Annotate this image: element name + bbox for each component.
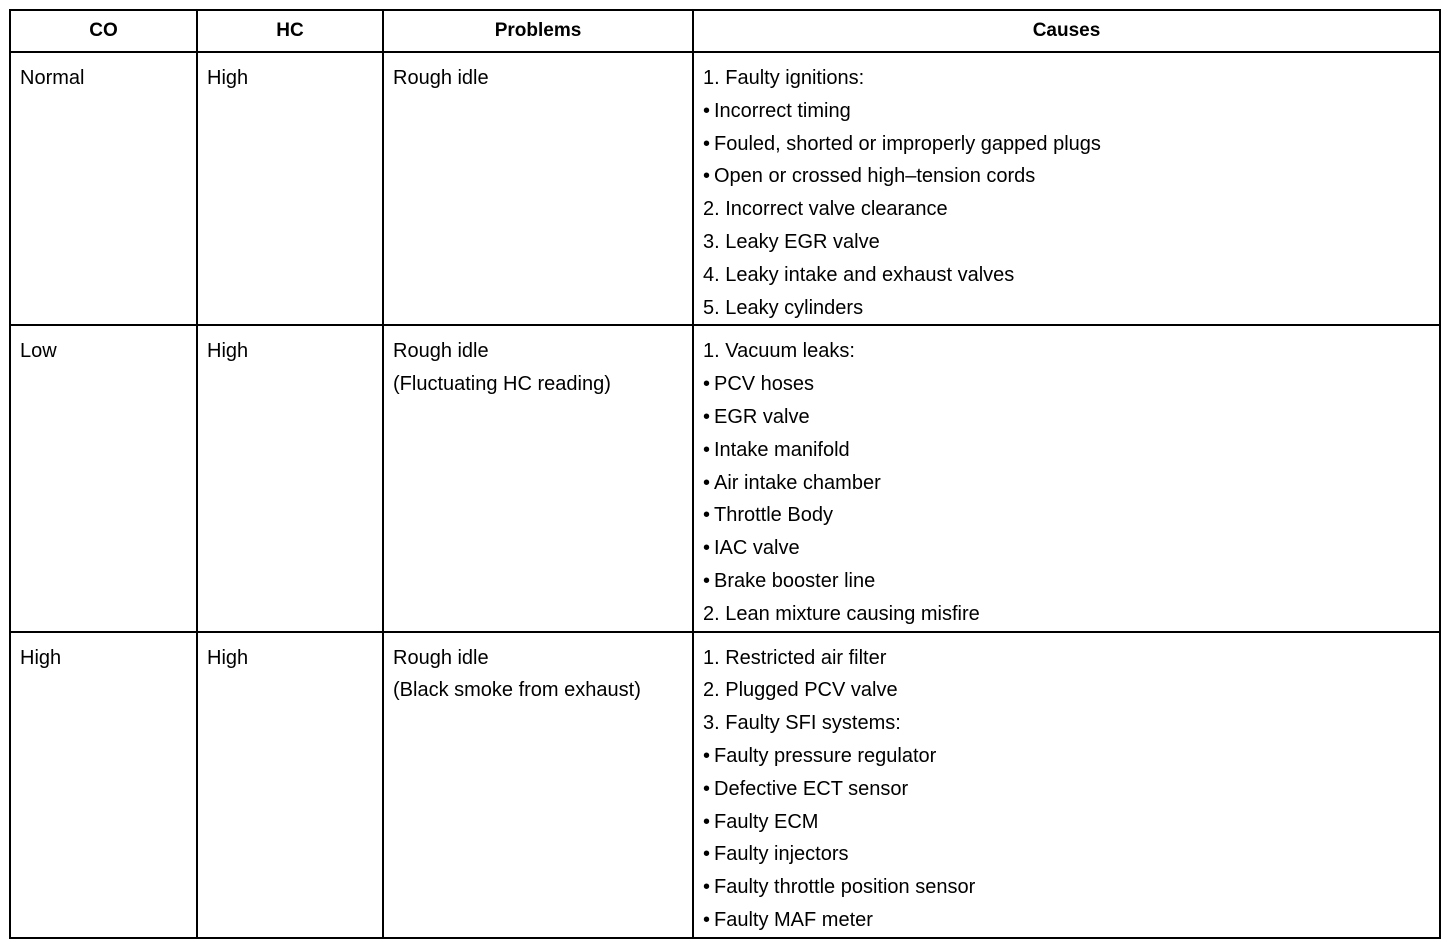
cause-text: 1. Restricted air filter bbox=[703, 646, 887, 669]
cause-numbered-item bbox=[703, 62, 1439, 95]
cause-text: Fouled, shorted or improperly gapped plugs bbox=[714, 132, 1101, 155]
cause-numbered-item bbox=[703, 193, 1439, 226]
bullet-icon: • bbox=[703, 843, 711, 866]
bullet-icon: • bbox=[703, 405, 711, 428]
cause-text: 4. Leaky intake and exhaust valves bbox=[703, 263, 1015, 286]
cell-causes bbox=[693, 325, 1440, 631]
cause-bullet-item bbox=[703, 434, 1439, 467]
cause-text: PCV hoses bbox=[714, 373, 815, 396]
bullet-icon: • bbox=[703, 569, 711, 592]
table-row bbox=[10, 632, 1440, 938]
header-co: CO bbox=[10, 10, 197, 52]
cause-text: 2. Lean mixture causing misfire bbox=[703, 602, 980, 625]
diagnosis-table bbox=[9, 9, 1441, 939]
cell-co bbox=[10, 325, 197, 631]
bullet-icon: • bbox=[703, 438, 711, 461]
cause-bullet-item bbox=[703, 401, 1439, 434]
cause-text: 2. Incorrect valve clearance bbox=[703, 198, 948, 221]
bullet-icon: • bbox=[703, 165, 711, 188]
cause-bullet-item bbox=[703, 160, 1439, 193]
problems-list bbox=[393, 633, 692, 708]
cause-text: Faulty MAF meter bbox=[714, 908, 873, 931]
bullet-icon: • bbox=[703, 132, 711, 155]
cause-bullet-item bbox=[703, 128, 1439, 161]
cause-text: IAC valve bbox=[714, 537, 800, 560]
header-problems: Problems bbox=[383, 10, 693, 52]
header-causes: Causes bbox=[693, 10, 1440, 52]
problem-line: Rough idle bbox=[393, 646, 489, 669]
cause-bullet-item bbox=[703, 368, 1439, 401]
cause-bullet-item bbox=[703, 871, 1439, 904]
bullet-icon: • bbox=[703, 810, 711, 833]
bullet-icon: • bbox=[703, 99, 711, 122]
cell-hc bbox=[197, 52, 383, 325]
cause-text: Faulty injectors bbox=[714, 843, 849, 866]
bullet-icon: • bbox=[703, 908, 711, 931]
cell-problems bbox=[383, 52, 693, 325]
cell-problems bbox=[383, 632, 693, 938]
cause-text: 3. Faulty SFI systems: bbox=[703, 712, 901, 735]
problem-line: Rough idle bbox=[393, 340, 489, 363]
cell-hc bbox=[197, 632, 383, 938]
cause-text: Throttle Body bbox=[714, 504, 833, 527]
cause-bullet-item bbox=[703, 499, 1439, 532]
causes-list bbox=[703, 326, 1439, 630]
co-value: Low bbox=[20, 340, 57, 363]
cell-problems bbox=[383, 325, 693, 631]
table-row bbox=[10, 325, 1440, 631]
cause-bullet-item bbox=[703, 838, 1439, 871]
cause-text: 1. Faulty ignitions: bbox=[703, 67, 865, 89]
problems-list bbox=[393, 326, 692, 401]
bullet-icon: • bbox=[703, 504, 711, 527]
cause-numbered-item bbox=[703, 598, 1439, 631]
cause-numbered-item bbox=[703, 707, 1439, 740]
cause-numbered-item bbox=[703, 642, 1439, 675]
cause-bullet-item bbox=[703, 467, 1439, 500]
hc-value: High bbox=[207, 646, 249, 669]
cause-text: Faulty throttle position sensor bbox=[714, 876, 976, 899]
cause-bullet-item bbox=[703, 532, 1439, 565]
table-body bbox=[10, 52, 1440, 938]
cause-text: Brake booster line bbox=[714, 569, 876, 592]
cause-text: Faulty ECM bbox=[714, 810, 819, 833]
cause-numbered-item bbox=[703, 335, 1439, 368]
cause-bullet-item bbox=[703, 565, 1439, 598]
cause-bullet-item bbox=[703, 773, 1439, 806]
cell-causes bbox=[693, 632, 1440, 938]
problem-line: (Fluctuating HC reading) bbox=[393, 373, 611, 396]
causes-list bbox=[703, 633, 1439, 937]
cell-co bbox=[10, 632, 197, 938]
bullet-icon: • bbox=[703, 471, 711, 494]
cause-bullet-item bbox=[703, 740, 1439, 773]
header-hc: HC bbox=[197, 10, 383, 52]
table-row bbox=[10, 52, 1440, 325]
cause-text: Faulty pressure regulator bbox=[714, 744, 937, 767]
problem-line: (Black smoke from exhaust) bbox=[393, 679, 641, 702]
cause-bullet-item bbox=[703, 95, 1439, 128]
cause-text: 1. Vacuum leaks: bbox=[703, 340, 855, 363]
causes-list bbox=[703, 53, 1439, 324]
cause-bullet-item bbox=[703, 806, 1439, 839]
cell-co bbox=[10, 52, 197, 325]
cause-numbered-item bbox=[703, 674, 1439, 707]
problems-list bbox=[393, 53, 692, 95]
header-row bbox=[10, 10, 1440, 52]
bullet-icon: • bbox=[703, 373, 711, 396]
bullet-icon: • bbox=[703, 777, 711, 800]
bullet-icon: • bbox=[703, 537, 711, 560]
cause-numbered-item bbox=[703, 226, 1439, 259]
co-value: Normal bbox=[20, 67, 85, 89]
cause-text: Open or crossed high–tension cords bbox=[714, 165, 1036, 188]
cause-text: 5. Leaky cylinders bbox=[703, 296, 864, 319]
cause-numbered-item bbox=[703, 259, 1439, 292]
cause-text: Incorrect timing bbox=[714, 99, 851, 122]
co-value: High bbox=[20, 646, 62, 669]
bullet-icon: • bbox=[703, 876, 711, 899]
cause-text: Defective ECT sensor bbox=[714, 777, 909, 800]
cause-text: 3. Leaky EGR valve bbox=[703, 230, 880, 253]
cause-text: Air intake chamber bbox=[714, 471, 881, 494]
bullet-icon: • bbox=[703, 744, 711, 767]
cell-hc bbox=[197, 325, 383, 631]
hc-value: High bbox=[207, 67, 249, 89]
cause-text: 2. Plugged PCV valve bbox=[703, 679, 898, 702]
hc-value: High bbox=[207, 340, 249, 363]
cause-text: Intake manifold bbox=[714, 438, 850, 461]
problem-line: Rough idle bbox=[393, 67, 489, 89]
cell-causes bbox=[693, 52, 1440, 325]
cause-bullet-item bbox=[703, 904, 1439, 937]
cause-numbered-item bbox=[703, 292, 1439, 325]
cause-text: EGR valve bbox=[714, 405, 810, 428]
